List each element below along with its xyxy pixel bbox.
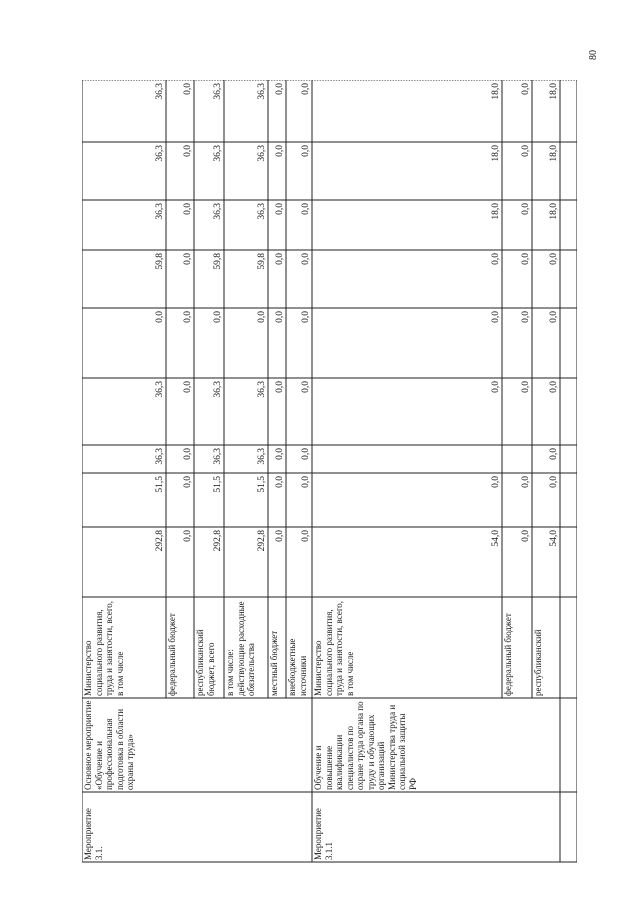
budget-value: [502, 445, 532, 473]
budget-value: 18,0: [490, 203, 501, 220]
budget-value: 0,0: [300, 476, 311, 488]
budget-value: 0,0: [490, 381, 501, 393]
budget-value: 59,8: [154, 253, 165, 270]
budget-value: 0,0: [300, 381, 311, 393]
budget-value: 18,0: [490, 145, 501, 162]
budget-value: 0,0: [182, 476, 193, 488]
budget-value: 36,3: [212, 448, 223, 465]
budget-value: 0,0: [274, 530, 285, 542]
budget-value: 0,0: [520, 253, 531, 265]
funding-source: республиканский: [533, 629, 543, 696]
budget-value: 18,0: [490, 83, 501, 100]
budget-value: 36,3: [256, 448, 267, 465]
budget-value: 0,0: [548, 381, 559, 393]
budget-value: 0,0: [490, 476, 501, 488]
budget-value: 18,0: [548, 83, 559, 100]
budget-value: 0,0: [274, 448, 285, 460]
budget-value: 0,0: [300, 145, 311, 157]
budget-value: 0,0: [274, 83, 285, 95]
budget-value: 0,0: [274, 476, 285, 488]
budget-value: 36,3: [256, 381, 267, 398]
budget-value: 18,0: [548, 145, 559, 162]
budget-value: 36,3: [256, 203, 267, 220]
budget-value: 0,0: [300, 311, 311, 323]
funding-source: в том числе: действующие расходные обязательства: [225, 601, 256, 696]
budget-value: 0,0: [490, 253, 501, 265]
budget-value: 0,0: [520, 145, 531, 157]
budget-value: 0,0: [182, 83, 193, 95]
budget-value: 0,0: [520, 83, 531, 95]
funding-source: внебюджетные источники: [287, 638, 308, 696]
budget-value: 0,0: [548, 311, 559, 323]
activity-label: Мероприятие 3.1.: [83, 808, 104, 860]
funding-source: федеральный бюджет: [503, 613, 513, 696]
budget-value: 0,0: [182, 311, 193, 323]
activity-title: Обучение и повышение квалификации специалистов по охране труда органа по труду и обучающих организаций Министерства труда и социальной защиты РФ: [313, 701, 418, 790]
budget-value: 0,0: [274, 145, 285, 157]
funding-source: республиканский бюджет, всего: [195, 629, 216, 696]
budget-value: 36,3: [256, 83, 267, 100]
budget-value: 0,0: [182, 448, 193, 460]
budget-value: 36,3: [212, 145, 223, 162]
rotated-budget-table: [82, 80, 577, 880]
budget-value: 0,0: [274, 203, 285, 215]
budget-value: 0,0: [548, 476, 559, 488]
budget-value: 36,3: [154, 145, 165, 162]
budget-value: 59,8: [212, 253, 223, 270]
funding-source: Министерство социального развития, труда и занятости, всего, в том числе: [83, 600, 125, 696]
budget-value: 0,0: [520, 476, 531, 488]
budget-value: 0,0: [300, 253, 311, 265]
budget-value: 51,5: [212, 476, 223, 493]
budget-value: 0,0: [520, 203, 531, 215]
budget-value: 0,0: [548, 253, 559, 265]
budget-value: 36,3: [154, 83, 165, 100]
budget-value: 0,0: [274, 381, 285, 393]
budget-value: 0,0: [520, 530, 531, 542]
budget-value: 36,3: [212, 381, 223, 398]
budget-value: [312, 445, 502, 473]
budget-value: 292,8: [154, 530, 165, 552]
budget-value: 292,8: [256, 530, 267, 552]
budget-value: 0,0: [256, 311, 267, 323]
budget-value: 54,0: [490, 530, 501, 547]
budget-value: 0,0: [300, 203, 311, 215]
budget-value: 0,0: [300, 530, 311, 542]
budget-value: 51,5: [256, 476, 267, 493]
budget-value: 0,0: [182, 381, 193, 393]
budget-value: 292,8: [212, 530, 223, 552]
budget-value: 36,3: [212, 203, 223, 220]
budget-value: 0,0: [300, 83, 311, 95]
budget-value: 36,3: [154, 448, 165, 465]
funding-source: местный бюджет: [269, 630, 279, 696]
budget-value: 0,0: [182, 530, 193, 542]
budget-value: 0,0: [274, 311, 285, 323]
budget-value: 0,0: [182, 145, 193, 157]
budget-value: 18,0: [548, 203, 559, 220]
budget-value: 0,0: [182, 203, 193, 215]
budget-value: 54,0: [548, 530, 559, 547]
funding-source: Министерство социального развития, труда и занятости, всего, в том числе: [313, 600, 355, 696]
budget-value: 51,5: [154, 476, 165, 493]
budget-value: 59,8: [256, 253, 267, 270]
budget-value: 36,3: [154, 203, 165, 220]
page-number: 80: [588, 50, 599, 60]
budget-value: 0,0: [274, 253, 285, 265]
budget-value: 0,0: [520, 311, 531, 323]
activity-label: Мероприятие 3.1.1: [313, 808, 334, 860]
budget-value: 0,0: [548, 448, 559, 460]
budget-value: 36,3: [256, 145, 267, 162]
budget-value: 0,0: [212, 311, 223, 323]
budget-value: 0,0: [490, 311, 501, 323]
budget-value: 36,3: [212, 83, 223, 100]
budget-value: 0,0: [182, 253, 193, 265]
budget-value: 0,0: [300, 448, 311, 460]
budget-value: 0,0: [154, 311, 165, 323]
budget-value: 0,0: [520, 381, 531, 393]
funding-source: федеральный бюджет: [167, 613, 177, 696]
activity-title: Основное мероприятие «Обучение и профессиональная подготовка в области охраны труда»: [83, 700, 135, 790]
budget-value: 36,3: [154, 381, 165, 398]
